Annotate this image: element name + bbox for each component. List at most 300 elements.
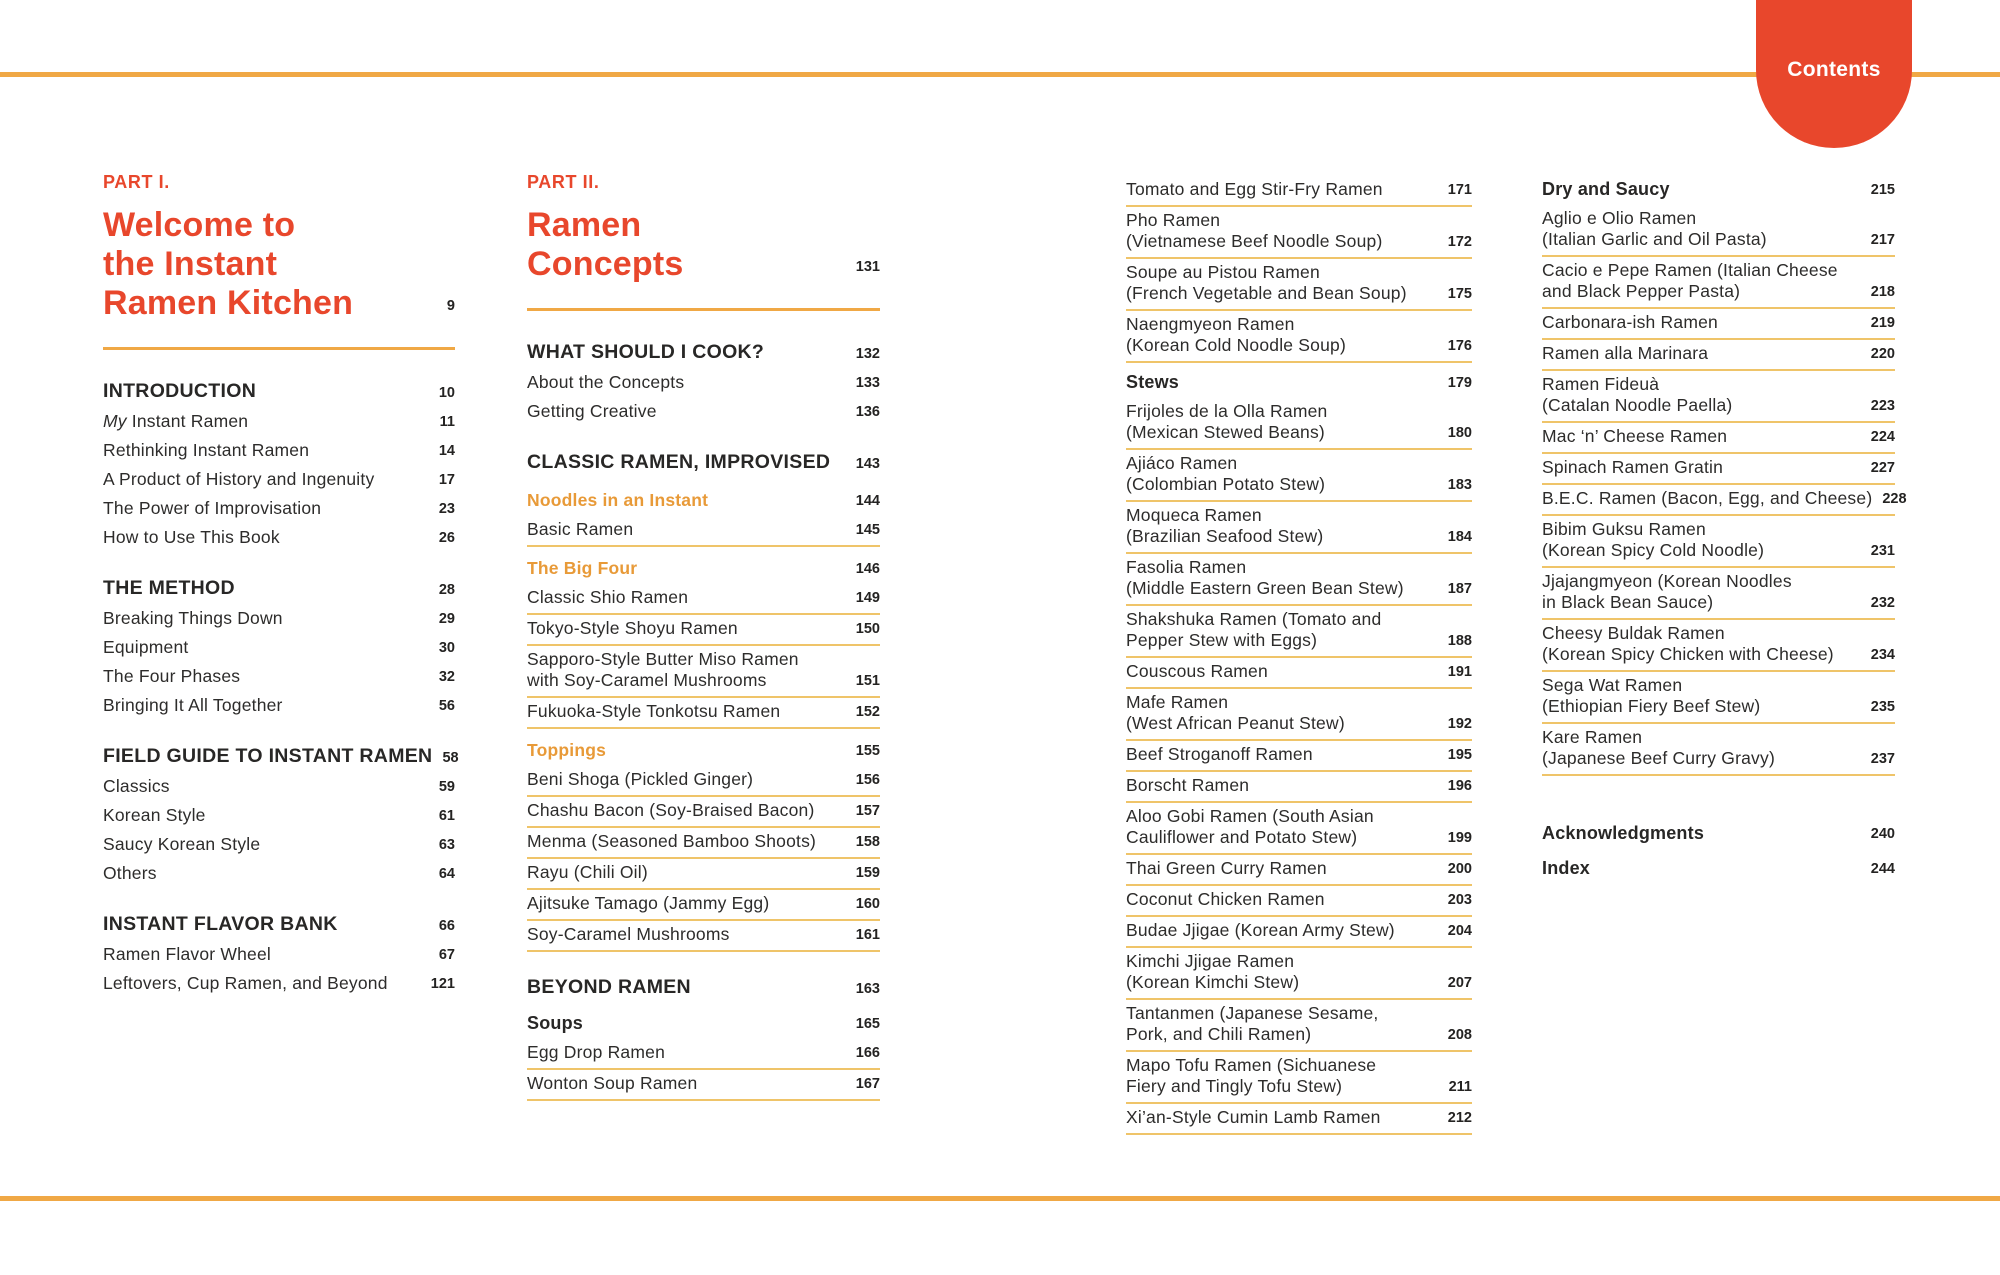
toc-row-line: Pepper Stew with Eggs) [1126, 630, 1318, 650]
toc-row-label [1126, 1107, 1381, 1128]
toc-row-page-number: 32 [438, 669, 455, 685]
toc-column-soups-stews [1126, 176, 1472, 1135]
toc-row-label [527, 1073, 697, 1094]
toc-row-page-number: 218 [1870, 284, 1895, 300]
toc-column-part-1 [103, 172, 459, 999]
toc-row-entry [103, 970, 455, 999]
part-header [527, 172, 880, 311]
toc-row-line: B.E.C. Ramen (Bacon, Egg, and Cheese) [1542, 488, 1873, 508]
toc-row-entry [1126, 886, 1472, 917]
toc-row-section [103, 741, 459, 773]
toc-row-label [1126, 401, 1327, 443]
toc-row-entry [527, 828, 880, 859]
toc-row-line: Aloo Gobi Ramen (South Asian [1126, 806, 1374, 826]
toc-row-entry [1126, 1000, 1472, 1052]
toc-row-entry [1126, 259, 1472, 311]
toc-row-page-number: 203 [1447, 892, 1472, 908]
toc-row-label [1542, 312, 1718, 333]
toc-row-page-number: 159 [855, 865, 880, 881]
toc-row-page-number: 11 [439, 414, 455, 430]
toc-row-line: Leftovers, Cup Ramen, and Beyond [103, 973, 388, 993]
toc-row-entry [527, 1039, 880, 1070]
toc-row-entry [527, 516, 880, 547]
toc-row-page-number: 234 [1870, 647, 1895, 663]
toc-row-line: Ramen alla Marinara [1542, 343, 1709, 363]
toc-row-entry [1542, 257, 1895, 309]
toc-row-page-number: 220 [1870, 346, 1895, 362]
toc-row-page-number: 63 [438, 837, 455, 853]
toc-row-line: Cauliflower and Potato Stew) [1126, 827, 1358, 847]
toc-row-line: INSTANT FLAVOR BANK [103, 913, 338, 935]
toc-row-entry [1126, 502, 1472, 554]
top-rule [0, 72, 2000, 77]
toc-row-label [103, 379, 256, 403]
toc-row-page-number: 199 [1447, 830, 1472, 846]
toc-row-label [527, 975, 691, 999]
toc-row-page-number: 66 [438, 918, 455, 934]
toc-row-label [1542, 823, 1704, 844]
toc-row-line: Soy-Caramel Mushrooms [527, 924, 730, 944]
toc-row-label [1542, 675, 1760, 717]
toc-row-line: Ramen Fideuà [1542, 374, 1660, 394]
toc-row-label [103, 834, 260, 855]
toc-row-entry [527, 797, 880, 828]
toc-row-page-number: 26 [438, 530, 455, 546]
toc-row-label [103, 944, 271, 965]
toc-row-entry [103, 466, 455, 495]
toc-row-entry [1542, 309, 1895, 340]
toc-row-page-number: 215 [1870, 182, 1895, 198]
toc-row-entry [1126, 450, 1472, 502]
toc-row-page-number: 165 [855, 1016, 880, 1032]
part-kicker: PART I. [103, 172, 170, 192]
part-kicker: PART II. [527, 172, 600, 192]
toc-row-page-number: 212 [1447, 1110, 1472, 1126]
toc-row-line: (Korean Cold Noodle Soup) [1126, 335, 1346, 355]
toc-row-page-number: 237 [1870, 751, 1895, 767]
toc-row-line: Ajitsuke Tamago (Jammy Egg) [527, 893, 770, 913]
toc-row-page-number: 211 [1448, 1079, 1472, 1095]
toc-row-label [1542, 727, 1775, 769]
toc-row-page-number: 163 [855, 981, 880, 997]
toc-row-line: Korean Style [103, 805, 206, 825]
toc-row-label [1126, 210, 1382, 252]
toc-row-label [1126, 262, 1407, 304]
toc-row-line: Beef Stroganoff Ramen [1126, 744, 1313, 764]
toc-row-page-number: 176 [1447, 338, 1472, 354]
toc-row-label [527, 800, 815, 821]
toc-row-label [527, 340, 764, 364]
toc-row-page-number: 121 [430, 976, 455, 992]
toc-row-line: Mafe Ramen [1126, 692, 1229, 712]
toc-row-page-number: 30 [438, 640, 455, 656]
toc-row-page-number: 146 [855, 561, 880, 577]
toc-row-label [1126, 744, 1313, 765]
toc-row-label [1126, 505, 1323, 547]
toc-row-page-number: 59 [438, 779, 455, 795]
toc-row-line: Budae Jjigae (Korean Army Stew) [1126, 920, 1395, 940]
part-title [103, 206, 353, 323]
toc-row-line: Borscht Ramen [1126, 775, 1250, 795]
toc-row-label [103, 498, 321, 519]
toc-row-entry [527, 398, 880, 427]
toc-row-label [103, 469, 374, 490]
toc-row-label [527, 893, 769, 914]
toc-row-line: Bibim Guksu Ramen [1542, 519, 1706, 539]
toc-row-subhead-bold [1126, 369, 1472, 398]
toc-row-subhead-orange [527, 737, 880, 766]
toc-row-label [527, 1042, 665, 1063]
toc-row-label [527, 490, 708, 511]
toc-row-line: CLASSIC RAMEN, IMPROVISED [527, 451, 831, 473]
toc-row-entry [527, 921, 880, 952]
toc-row-line-part: My [103, 411, 132, 431]
toc-row-line: Rethinking Instant Ramen [103, 440, 310, 460]
part-title-line: Concepts [527, 245, 684, 283]
toc-row-label [1542, 858, 1590, 879]
toc-row-line: Pho Ramen [1126, 210, 1221, 230]
toc-row-page-number: 132 [855, 346, 880, 362]
toc-row-line: Others [103, 863, 157, 883]
toc-row-entry [1126, 207, 1472, 259]
toc-row-label [103, 863, 157, 884]
toc-row-entry [1126, 689, 1472, 741]
toc-row-label [103, 695, 283, 716]
part-title-line: Ramen Kitchen [103, 284, 354, 322]
toc-row-subhead-bold [1542, 176, 1895, 205]
toc-row-line: A Product of History and Ingenuity [103, 469, 375, 489]
toc-row-line: BEYOND RAMEN [527, 976, 691, 998]
toc-row-line: The Big Four [527, 558, 638, 578]
toc-row-line-part: Instant Ramen [131, 411, 249, 431]
toc-row-entry [1126, 1052, 1472, 1104]
toc-row-entry [1126, 855, 1472, 886]
toc-row-line: Cacio e Pepe Ramen (Italian Cheese [1542, 260, 1838, 280]
toc-row-label [527, 769, 753, 790]
toc-row-label [1542, 488, 1872, 509]
toc-row-page-number: 155 [855, 743, 880, 759]
toc-row-label [1542, 426, 1727, 447]
toc-row-entry [1126, 658, 1472, 689]
toc-row-entry [1126, 917, 1472, 948]
toc-row-label [1542, 260, 1838, 302]
toc-row-label [1542, 374, 1732, 416]
toc-row-label [1126, 661, 1268, 682]
toc-row-label [527, 558, 637, 579]
toc-row-line: WHAT SHOULD I COOK? [527, 341, 765, 363]
toc-row-page-number: 204 [1447, 923, 1472, 939]
toc-row-label [103, 576, 235, 600]
toc-row-section [527, 337, 880, 369]
toc-row-entry [103, 860, 455, 889]
toc-row-line: Classics [103, 776, 170, 796]
toc-row-label [1126, 920, 1395, 941]
toc-row-page-number: 64 [438, 866, 455, 882]
toc-row-line: Soups [527, 1013, 584, 1033]
toc-row-line: Mac ‘n’ Cheese Ramen [1542, 426, 1728, 446]
toc-row-page-number: 191 [1447, 664, 1472, 680]
toc-row-label [1126, 806, 1374, 848]
toc-row-line: FIELD GUIDE TO INSTANT RAMEN [103, 745, 433, 767]
toc-row-page-number: 171 [1447, 182, 1472, 198]
toc-row-label [527, 740, 606, 761]
toc-row-page-number: 160 [855, 896, 880, 912]
toc-row-entry [527, 1070, 880, 1101]
toc-row-label [1126, 179, 1383, 200]
toc-row-line: Saucy Korean Style [103, 834, 261, 854]
toc-row-page-number: 28 [438, 582, 455, 598]
toc-row-subhead-orange [527, 555, 880, 584]
toc-row-line: Fiery and Tingly Tofu Stew) [1126, 1076, 1343, 1096]
toc-row-line: Acknowledgments [1542, 823, 1705, 843]
toc-row-line: (Korean Spicy Cold Noodle) [1542, 540, 1765, 560]
toc-row-line: Shakshuka Ramen (Tomato and [1126, 609, 1382, 629]
toc-row-line: Kimchi Jjigae Ramen [1126, 951, 1295, 971]
toc-row-entry [1542, 423, 1895, 454]
toc-row-entry [527, 646, 880, 698]
toc-row-page-number: 180 [1447, 425, 1472, 441]
toc-row-line: (Japanese Beef Curry Gravy) [1542, 748, 1775, 768]
toc-column-part-2 [527, 172, 880, 1101]
toc-row-page-number: 217 [1870, 232, 1895, 248]
toc-row-label [1542, 343, 1708, 364]
toc-row-label [1126, 1055, 1376, 1097]
toc-row-label [527, 519, 633, 540]
toc-row-line: Classic Shio Ramen [527, 587, 689, 607]
toc-row-page-number: 23 [438, 501, 455, 517]
toc-row-line: Xi’an-Style Cumin Lamb Ramen [1126, 1107, 1381, 1127]
toc-row-label [103, 776, 170, 797]
toc-row-subhead-orange [527, 487, 880, 516]
toc-row-label [1126, 775, 1249, 796]
toc-row-page-number: 232 [1870, 595, 1895, 611]
toc-row-page-number: 192 [1447, 716, 1472, 732]
toc-row-line: Pork, and Chili Ramen) [1126, 1024, 1312, 1044]
toc-row-line: About the Concepts [527, 372, 685, 392]
toc-row-line: Sapporo-Style Butter Miso Ramen [527, 649, 799, 669]
toc-row-label [527, 701, 780, 722]
toc-row-label [103, 912, 338, 936]
toc-row-page-number: 196 [1447, 778, 1472, 794]
toc-row-page-number: 10 [438, 385, 455, 401]
toc-row-line: (West African Peanut Stew) [1126, 713, 1345, 733]
toc-row-page-number: 14 [438, 443, 455, 459]
toc-row-page-number: 156 [855, 772, 880, 788]
toc-row-line: Menma (Seasoned Bamboo Shoots) [527, 831, 817, 851]
toc-row-entry [1542, 454, 1895, 485]
toc-row-page-number: 235 [1870, 699, 1895, 715]
toc-row-label [1542, 208, 1767, 250]
toc-row-page-number: 157 [855, 803, 880, 819]
toc-row-line: Ajiáco Ramen [1126, 453, 1238, 473]
toc-row-line: Stews [1126, 372, 1180, 392]
toc-row-label [103, 973, 388, 994]
toc-row-label [1126, 951, 1299, 993]
toc-row-page-number: 151 [855, 673, 880, 689]
toc-row-label [1126, 372, 1179, 393]
toc-row-entry [1542, 620, 1895, 672]
toc-row-entry [103, 408, 455, 437]
toc-row-label [103, 440, 309, 461]
toc-row-line: Basic Ramen [527, 519, 634, 539]
toc-row-label [103, 608, 283, 629]
toc-row-section [527, 972, 880, 1004]
part-title-row [527, 206, 880, 284]
toc-row-entry [1542, 672, 1895, 724]
toc-row-line: Fukuoka-Style Tonkotsu Ramen [527, 701, 781, 721]
toc-row-subhead-bold [527, 1010, 880, 1039]
toc-row-entry [103, 802, 455, 831]
toc-row-page-number: 208 [1447, 1027, 1472, 1043]
toc-row-line: (Korean Kimchi Stew) [1126, 972, 1300, 992]
toc-row-page-number: 223 [1870, 398, 1895, 414]
toc-row-line: Tomato and Egg Stir-Fry Ramen [1126, 179, 1383, 199]
toc-row-line: (Brazilian Seafood Stew) [1126, 526, 1324, 546]
toc-row-line: Ramen Flavor Wheel [103, 944, 271, 964]
toc-row-line: The Power of Improvisation [103, 498, 322, 518]
toc-row-line: Sega Wat Ramen [1542, 675, 1683, 695]
toc-row-line: Egg Drop Ramen [527, 1042, 666, 1062]
toc-row-label [103, 666, 240, 687]
toc-row-page-number: 17 [438, 472, 455, 488]
toc-row-label [103, 744, 432, 768]
toc-row-line: Naengmyeon Ramen [1126, 314, 1295, 334]
toc-row-entry [1126, 398, 1472, 450]
toc-row-page-number: 149 [855, 590, 880, 606]
toc-row-label [1126, 1003, 1379, 1045]
toc-row-line: Tantanmen (Japanese Sesame, [1126, 1003, 1379, 1023]
toc-row-label [527, 618, 738, 639]
toc-row-entry [103, 692, 455, 721]
toc-row-label [1542, 519, 1764, 561]
toc-row-line: Dry and Saucy [1542, 179, 1670, 199]
toc-row-line: Equipment [103, 637, 189, 657]
toc-row-entry [103, 495, 455, 524]
toc-row-page-number: 172 [1447, 234, 1472, 250]
toc-row-page-number: 231 [1870, 543, 1895, 559]
toc-row-page-number: 58 [442, 750, 459, 766]
toc-row-page-number: 152 [855, 704, 880, 720]
part-title [527, 206, 684, 284]
toc-row-entry [1126, 311, 1472, 363]
toc-row-line: Couscous Ramen [1126, 661, 1268, 681]
toc-row-label [527, 587, 688, 608]
toc-row-line: (Ethiopian Fiery Beef Stew) [1542, 696, 1761, 716]
part-header [103, 172, 455, 350]
toc-row-label [1542, 571, 1792, 613]
toc-row-entry [527, 890, 880, 921]
toc-row-line: Cheesy Buldak Ramen [1542, 623, 1725, 643]
toc-row-page-number: 143 [855, 456, 880, 472]
toc-row-label [103, 411, 248, 432]
toc-row-line: and Black Pepper Pasta) [1542, 281, 1741, 301]
toc-row-label [1542, 457, 1723, 478]
toc-row-entry [527, 584, 880, 615]
bottom-rule [0, 1196, 2000, 1201]
toc-row-entry [1126, 176, 1472, 207]
toc-row-label [1126, 453, 1325, 495]
toc-row-label [1542, 179, 1670, 200]
toc-row-page-number: 145 [855, 522, 880, 538]
part-title-line: Welcome to [103, 206, 296, 244]
contents-badge-label: Contents [1787, 58, 1881, 81]
part-title-line: Ramen [527, 206, 642, 244]
toc-row-entry [1542, 516, 1895, 568]
toc-row-line: INTRODUCTION [103, 380, 257, 402]
toc-row-page-number: 195 [1447, 747, 1472, 763]
toc-row-line: Thai Green Curry Ramen [1126, 858, 1327, 878]
toc-row-page-number: 228 [1882, 491, 1907, 507]
toc-row-label [1126, 314, 1346, 356]
toc-row-page-number: 167 [855, 1076, 880, 1092]
toc-row-line: (Colombian Potato Stew) [1126, 474, 1326, 494]
toc-row-entry [103, 941, 455, 970]
toc-row-page-number: 158 [855, 834, 880, 850]
toc-row-line: (French Vegetable and Bean Soup) [1126, 283, 1407, 303]
toc-row-entry [103, 663, 455, 692]
toc-row-page-number: 175 [1447, 286, 1472, 302]
part-page-number: 131 [855, 259, 880, 275]
toc-row-page-number: 150 [855, 621, 880, 637]
toc-row-section [103, 376, 455, 408]
toc-row-line: Breaking Things Down [103, 608, 283, 628]
toc-row-label [527, 1013, 583, 1034]
toc-row-page-number: 188 [1447, 633, 1472, 649]
toc-row-entry [1542, 340, 1895, 371]
toc-row-entry [1126, 554, 1472, 606]
toc-row-label [1542, 623, 1834, 665]
toc-row-label [103, 637, 188, 658]
toc-row-entry [1542, 371, 1895, 423]
toc-row-page-number: 183 [1447, 477, 1472, 493]
toc-row-label [527, 450, 830, 474]
toc-row-page-number: 56 [438, 698, 455, 714]
toc-row-entry [527, 698, 880, 729]
toc-row-section [103, 573, 455, 605]
toc-row-line: Jjajangmyeon (Korean Noodles [1542, 571, 1792, 591]
toc-row-section [103, 909, 455, 941]
toc-row-page-number: 133 [855, 375, 880, 391]
toc-row-line: Fasolia Ramen [1126, 557, 1247, 577]
toc-row-entry [103, 773, 455, 802]
toc-row-entry [1126, 948, 1472, 1000]
toc-row-line: Kare Ramen [1542, 727, 1643, 747]
toc-row-page-number: 166 [855, 1045, 880, 1061]
toc-row-line: Frijoles de la Olla Ramen [1126, 401, 1328, 421]
toc-row-entry [1126, 741, 1472, 772]
part-title-row [103, 206, 455, 323]
toc-row-line: Soupe au Pistou Ramen [1126, 262, 1320, 282]
toc-row-line: (Italian Garlic and Oil Pasta) [1542, 229, 1767, 249]
toc-row-label [103, 805, 206, 826]
part-title-line: the Instant [103, 245, 278, 283]
toc-row-page-number: 187 [1447, 581, 1472, 597]
toc-row-line: Carbonara-ish Ramen [1542, 312, 1718, 332]
toc-row-label [103, 527, 280, 548]
toc-row-page-number: 144 [855, 493, 880, 509]
toc-row-line: Coconut Chicken Ramen [1126, 889, 1325, 909]
toc-row-line: Moqueca Ramen [1126, 505, 1262, 525]
toc-row-subhead-bold [1542, 820, 1895, 849]
toc-row-page-number: 161 [855, 927, 880, 943]
toc-row-label [1126, 557, 1404, 599]
toc-row-entry [527, 369, 880, 398]
toc-row-page-number: 227 [1870, 460, 1895, 476]
toc-row-line: Noodles in an Instant [527, 490, 709, 510]
toc-row-line: Spinach Ramen Gratin [1542, 457, 1724, 477]
toc-row-entry [1126, 1104, 1472, 1135]
toc-row-line: Beni Shoga (Pickled Ginger) [527, 769, 754, 789]
